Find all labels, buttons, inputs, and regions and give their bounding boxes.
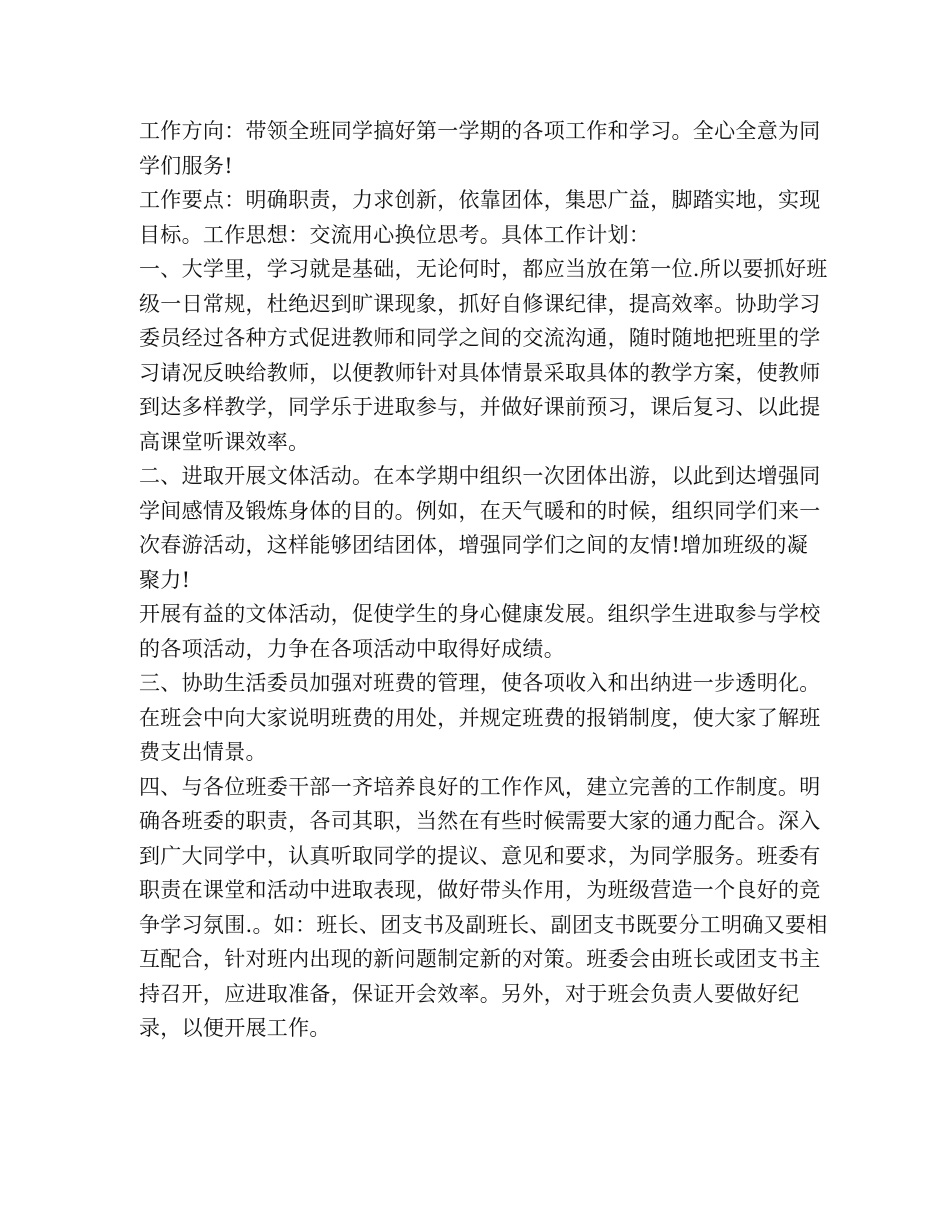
paragraph-work-points: 工作要点：明确职责，力求创新，依靠团体，集思广益，脚踏实地，实现目标。工作思想：交流用心换位思考。具体工作计划： bbox=[139, 188, 821, 247]
paragraph-item-one: 一、大学里，学习就是基础，无论何时，都应当放在第一位.所以要抓好班级一日常规，杜绝迟到旷课现象，抓好自修课纪律，提高效率。协助学习委员经过各种方式促进教师和同学之间的交流沟通，随时随地把班里的学习请况反映给教师，以便教师针对具体情景采取具体的教学方案，使教师到达多样教学，同学乐于进取参与，并做好课前预习，课后复习、以此提高课堂听课效率。 bbox=[139, 257, 828, 454]
paragraph-work-direction: 工作方向：带领全班同学搞好第一学期的各项工作和学习。全心全意为同学们服务! bbox=[139, 119, 821, 178]
paragraph-item-two: 二、进取开展文体活动。在本学期中组织一次团体出游，以此到达增强同学间感情及锻炼身体的目的。例如，在天气暖和的时候，组织同学们来一次春游活动，这样能够团结团体，增强同学们之间的友情!增加班级的凝聚力! bbox=[139, 464, 821, 592]
document-body bbox=[139, 114, 829, 1046]
paragraph-item-four: 四、与各位班委干部一齐培养良好的工作作风，建立完善的工作制度。明确各班委的职责，各司其职，当然在有些时候需要大家的通力配合。深入到广大同学中，认真听取同学的提议、意见和要求，为同学服务。班委有职责在课堂和活动中进取表现，做好带头作用，为班级营造一个良好的竞争学习氛围.。如：班长、团支书及副班长、副团支书既要分工明确又要相互配合，针对班内出现的新问题制定新的对策。班委会由班长或团支书主持召开，应进取准备，保证开会效率。另外，对于班会负责人要做好纪录，以便开展工作。 bbox=[139, 774, 828, 1040]
paragraph-activities: 开展有益的文体活动，促使学生的身心健康发展。组织学生进取参与学校的各项活动，力争在各项活动中取得好成绩。 bbox=[139, 602, 821, 661]
paragraph-item-three: 三、协助生活委员加强对班费的管理，使各项收入和出纳进一步透明化。在班会中向大家说明班费的用处，并规定班费的报销制度，使大家了解班费支出情景。 bbox=[139, 671, 821, 764]
